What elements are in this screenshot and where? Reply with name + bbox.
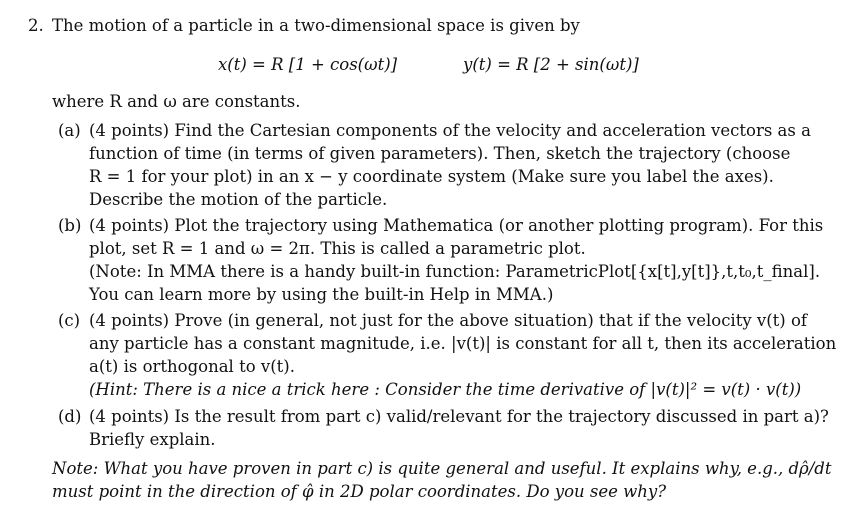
part-c-line: (4 points) Prove (in general, not just for the above situation) that if the velocity v(t) of [89,311,808,330]
part-d-line: (4 points) Is the result from part c) valid/relevant for the trajectory discussed in part a)? [89,407,829,426]
problem-number: 2. [28,16,44,35]
part-a-label: (a) [58,121,81,140]
part-a-line: (4 points) Find the Cartesian components of the velocity and acceleration vectors as a [89,121,811,140]
part-a-line: Describe the motion of the particle. [89,190,388,209]
part-b-line: You can learn more by using the built-in Help in MMA.) [89,285,554,304]
part-d-line: Briefly explain. [89,430,216,449]
note-line: must point in the direction of φ̂ in 2D polar coordinates. Do you see why? [52,482,667,501]
note-line: Note: What you have proven in part c) is quite general and useful. It explains why, e.g., dρ̂/dt [52,459,832,478]
part-b-line: plot, set R = 1 and ω = 2π. This is called a parametric plot. [89,239,586,258]
equation-y: y(t) = R [2 + sin(ωt)] [463,55,639,74]
part-d-label: (d) [58,407,82,426]
part-a-line: R = 1 for your plot) in an x − y coordinate system (Make sure you label the axes). [89,167,774,186]
part-c-hint: (Hint: There is a nice a trick here : Consider the time derivative of |v(t)|² = v(t) · v(t)) [89,380,802,399]
problem-intro: The motion of a particle in a two-dimensional space is given by [52,16,580,35]
equation-x: x(t) = R [1 + cos(ωt)] [218,55,398,74]
constants-text: where R and ω are constants. [52,92,301,111]
part-c-label: (c) [58,311,81,330]
part-b-label: (b) [58,216,82,235]
part-b-line: (4 points) Plot the trajectory using Mathematica (or another plotting program). For this [89,216,824,235]
part-a-line: function of time (in terms of given parameters). Then, sketch the trajectory (choose [89,144,791,163]
part-c-line: a(t) is orthogonal to v(t). [89,357,295,376]
part-c-line: any particle has a constant magnitude, i.e. |v(t)| is constant for all t, then its acceleration [89,334,837,353]
part-b-line: (Note: In MMA there is a handy built-in function: ParametricPlot[{x[t],y[t]},t,t₀,t_final]. [89,262,821,281]
